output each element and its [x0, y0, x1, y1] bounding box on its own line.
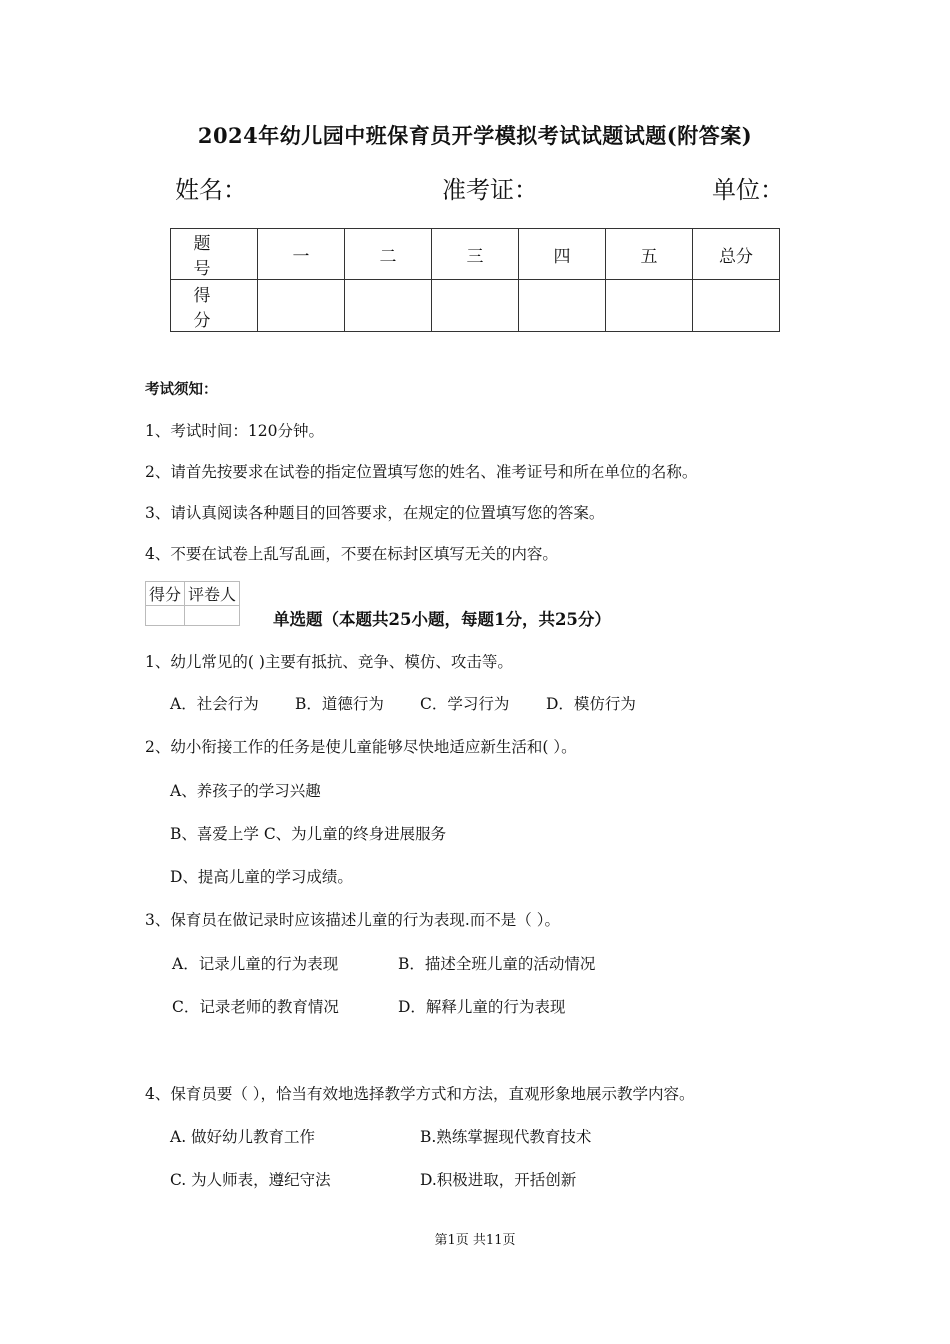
exam-number-label: 准考证：: [442, 176, 538, 204]
notice-heading: 考试须知：: [145, 381, 218, 398]
score-cell[interactable]: [432, 280, 519, 332]
score-header-cell: 四: [519, 229, 606, 280]
question-option[interactable]: D．模仿行为: [546, 695, 636, 713]
notice-item: 1、考试时间：120分钟。: [145, 422, 324, 440]
question-stem: 4、保育员要（ ），恰当有效地选择教学方式和方法，直观形象地展示教学内容。: [145, 1085, 695, 1103]
score-header-cell: 总分: [693, 229, 780, 280]
grader-reviewer-label: 评卷人: [185, 582, 240, 606]
name-label: 姓名：: [175, 176, 247, 204]
notice-item: 3、请认真阅读各种题目的回答要求，在规定的位置填写您的答案。: [145, 504, 605, 522]
question-option[interactable]: A．记录儿童的行为表现: [172, 955, 339, 973]
grader-table: [145, 581, 240, 626]
score-cell[interactable]: [606, 280, 693, 332]
grader-reviewer-cell[interactable]: [185, 606, 240, 626]
question-option[interactable]: D.积极进取，开括创新: [420, 1171, 577, 1189]
question-stem: 2、幼小衔接工作的任务是使儿童能够尽快地适应新生活和( ）。: [145, 738, 577, 756]
question-option[interactable]: A．社会行为: [170, 695, 259, 713]
score-cell[interactable]: [258, 280, 345, 332]
question-option[interactable]: B．描述全班儿童的活动情况: [398, 955, 596, 973]
question-option[interactable]: B．道德行为: [295, 695, 384, 713]
score-table-score-row: [171, 280, 780, 332]
question-option[interactable]: C. 为人师表，遵纪守法: [170, 1171, 331, 1189]
question-option[interactable]: D．解释儿童的行为表现: [398, 998, 566, 1016]
question-option[interactable]: B、喜爱上学 C、为儿童的终身进展服务: [170, 825, 447, 843]
page-title: 2024年幼儿园中班保育员开学模拟考试试题试题(附答案): [197, 123, 753, 148]
question-option[interactable]: B.熟练掌握现代教育技术: [420, 1128, 592, 1146]
score-cell[interactable]: [519, 280, 606, 332]
question-option[interactable]: A. 做好幼儿教育工作: [170, 1128, 316, 1146]
score-table-header-row: [171, 229, 780, 280]
section-title: 单选题（本题共25小题，每题1分，共25分）: [273, 610, 611, 629]
score-header-cell: 二: [345, 229, 432, 280]
score-cell[interactable]: [693, 280, 780, 332]
notice-item: 4、不要在试卷上乱写乱画，不要在标封区填写无关的内容。: [145, 545, 558, 563]
page-footer: 第1页 共11页: [434, 1233, 516, 1248]
question-option[interactable]: C．记录老师的教育情况: [172, 998, 339, 1016]
question-stem: 3、保育员在做记录时应该描述儿童的行为表现.而不是（ ）。: [145, 911, 560, 929]
grader-score-label: 得分: [146, 582, 185, 606]
score-header-cell: 题 号: [171, 229, 258, 280]
score-table: [170, 228, 780, 332]
score-header-cell: 五: [606, 229, 693, 280]
score-header-cell: 三: [432, 229, 519, 280]
grader-score-cell[interactable]: [146, 606, 185, 626]
question-option[interactable]: A、养孩子的学习兴趣: [170, 782, 321, 800]
score-row-label: 得 分: [171, 280, 258, 332]
score-cell[interactable]: [345, 280, 432, 332]
score-header-cell: 一: [258, 229, 345, 280]
unit-label: 单位：: [712, 176, 784, 204]
question-stem: 1、幼儿常见的( )主要有抵抗、竞争、模仿、攻击等。: [145, 653, 513, 671]
question-option[interactable]: C．学习行为: [420, 695, 510, 713]
question-option[interactable]: D、提高儿童的学习成绩。: [170, 868, 353, 886]
notice-item: 2、请首先按要求在试卷的指定位置填写您的姓名、准考证号和所在单位的名称。: [145, 463, 698, 481]
